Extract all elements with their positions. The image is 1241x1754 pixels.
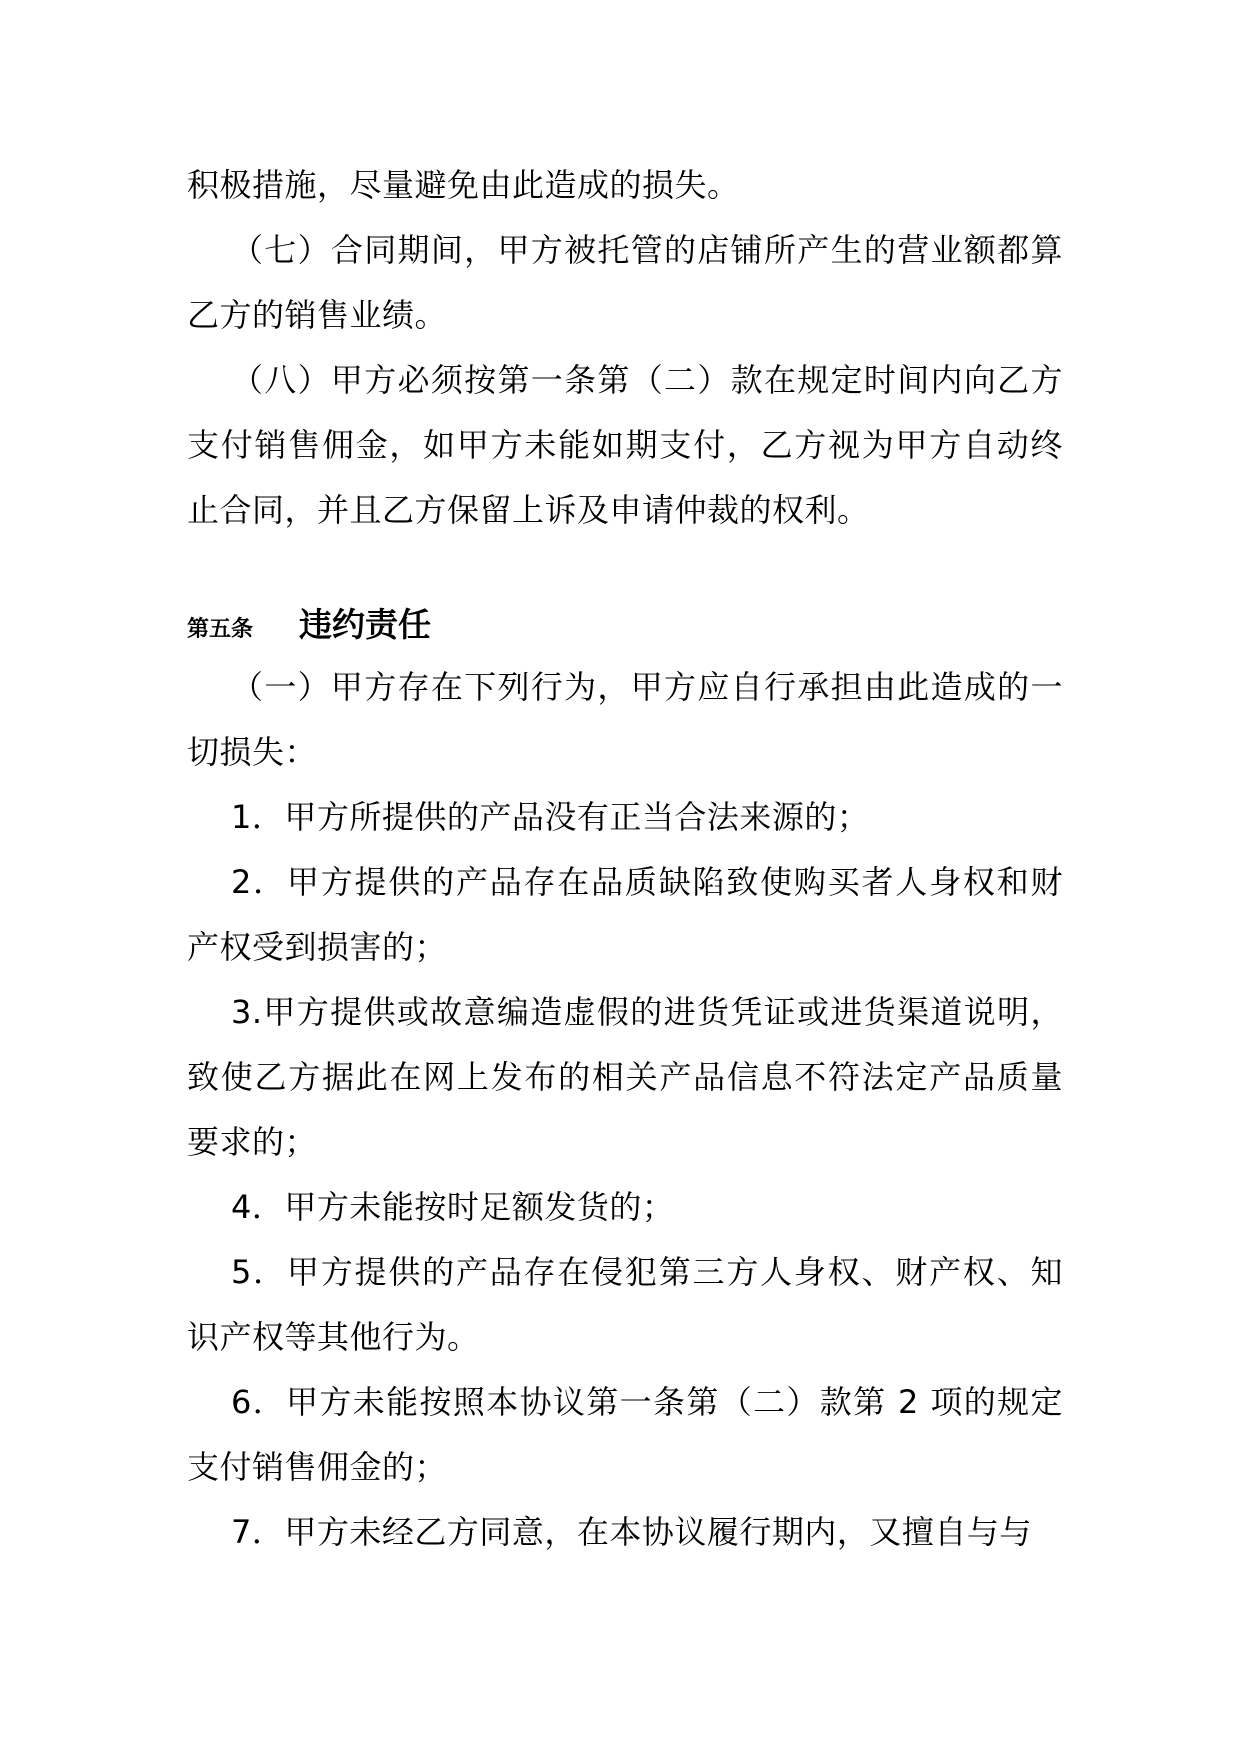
document-body xyxy=(187,153,1063,1565)
article-heading xyxy=(187,595,1063,655)
list-item-1: 1．甲方所提供的产品没有正当合法来源的； xyxy=(231,798,870,836)
paragraph-clause-7: （七）合同期间，甲方被托管的店铺所产生的营业额都算乙方的销售业绩。 xyxy=(187,231,1063,334)
list-item-5: 5．甲方提供的产品存在侵犯第三方人身权、财产权、知识产权等其他行为。 xyxy=(187,1253,1063,1356)
list-item-3: 3.甲方提供或故意编造虚假的进货凭证或进货渠道说明，致使乙方据此在网上发布的相关产品信息不符法定产品质量要求的； xyxy=(187,993,1063,1161)
article-number: 第五条 xyxy=(187,617,254,642)
paragraph-clause-8: （八）甲方必须按第一条第（二）款在规定时间内向乙方支付销售佣金，如甲方未能如期支付，乙方视为甲方自动终止合同，并且乙方保留上诉及申请仲裁的权利。 xyxy=(187,361,1063,529)
list-item-4: 4．甲方未能按时足额发货的； xyxy=(231,1188,675,1226)
article-title: 违约责任 xyxy=(299,605,431,644)
list-item-7: 7．甲方未经乙方同意，在本协议履行期内，又擅自与与 xyxy=(231,1513,1032,1551)
list-item-6: 6．甲方未能按照本协议第一条第（二）款第 2 项的规定支付销售佣金的； xyxy=(187,1383,1063,1486)
paragraph-item-1: （一）甲方存在下列行为，甲方应自行承担由此造成的一切损失： xyxy=(187,668,1063,771)
paragraph: 积极措施，尽量避免由此造成的损失。 xyxy=(187,166,740,204)
list-item-2: 2．甲方提供的产品存在品质缺陷致使购买者人身权和财产权受到损害的； xyxy=(187,863,1063,966)
